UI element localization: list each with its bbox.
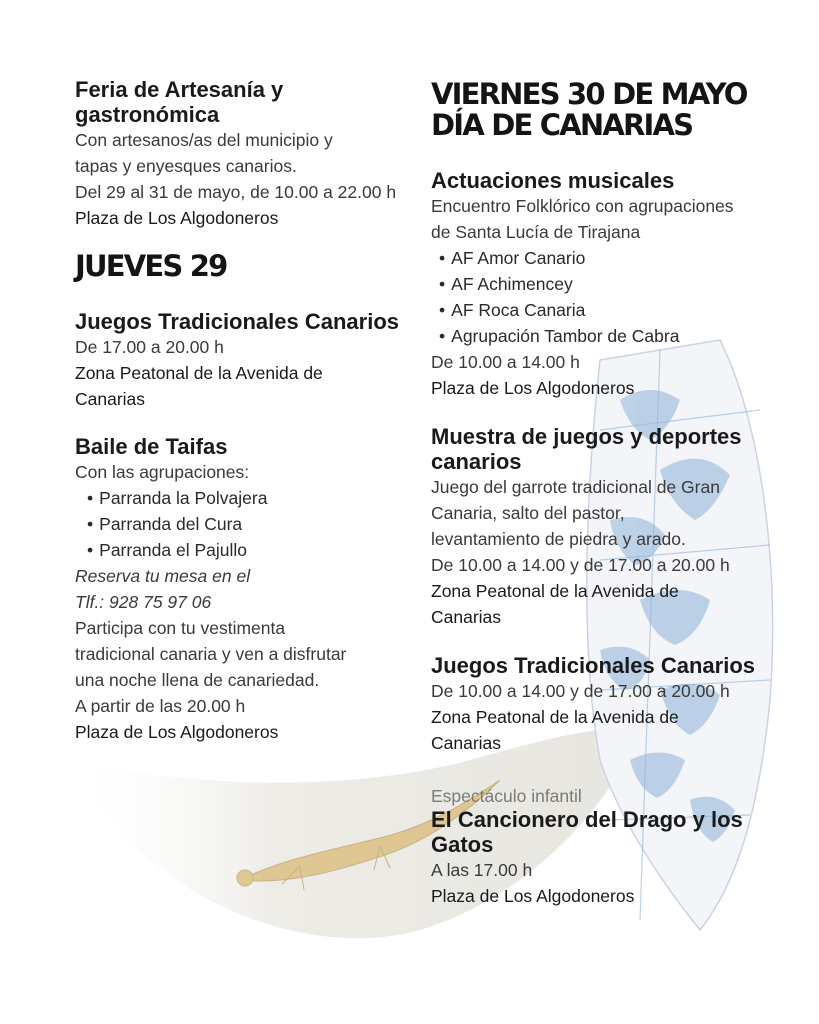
event-description: de Santa Lucía de Tirajana (431, 222, 641, 242)
event-location: Zona Peatonal de la Avenida de (431, 581, 679, 601)
event-location: Plaza de Los Algodoneros (431, 378, 635, 398)
reserve-note: Reserva tu mesa en el (75, 566, 251, 586)
event-description: Juego del garrote tradicional de Gran (431, 477, 720, 497)
event-description: tradicional canaria y ven a disfrutar (75, 644, 347, 664)
event-schedule: De 10.00 a 14.00 h (431, 352, 580, 372)
event-description: Con artesanos/as del municipio y (75, 130, 333, 150)
event-juegos-jueves (75, 309, 410, 412)
day-title-jueves: JUEVES 29 (75, 249, 227, 283)
event-schedule: A partir de las 20.00 h (75, 696, 246, 716)
event-title: gastronómica (75, 102, 220, 127)
event-title: Actuaciones musicales (431, 168, 675, 193)
list-item: • Agrupación Tambor de Cabra (439, 326, 680, 346)
event-title: Muestra de juegos y deportes (431, 424, 742, 449)
event-juegos-viernes (431, 653, 806, 756)
event-location: Plaza de Los Algodoneros (75, 208, 279, 228)
event-actuaciones-musicales (431, 168, 806, 401)
event-description: Encuentro Folklórico con agrupaciones (431, 196, 734, 216)
event-title: Feria de Artesanía y (75, 77, 284, 102)
list-item: • AF Amor Canario (439, 248, 586, 268)
event-title: canarios (431, 449, 522, 474)
event-title: El Cancionero del Drago y los (431, 807, 743, 832)
event-description: Participa con tu vestimenta (75, 618, 286, 638)
event-schedule: De 17.00 a 20.00 h (75, 337, 224, 357)
event-espectaculo-infantil (431, 785, 806, 909)
reserve-phone: Tlf.: 928 75 97 06 (75, 592, 212, 612)
event-schedule: A las 17.00 h (431, 860, 533, 880)
event-description: tapas y enyesques canarios. (75, 156, 297, 176)
event-schedule: De 10.00 a 14.00 y de 17.00 a 20.00 h (431, 681, 730, 701)
event-schedule: Del 29 al 31 de mayo, de 10.00 a 22.00 h (75, 182, 397, 202)
event-baile-taifas (75, 434, 410, 745)
event-title: Gatos (431, 832, 494, 857)
list-item: • Parranda el Pajullo (87, 540, 248, 560)
event-location: Canarias (75, 389, 146, 409)
event-title: Juegos Tradicionales Canarios (75, 309, 400, 334)
event-muestra-juegos (431, 424, 806, 630)
event-location: Canarias (431, 607, 502, 627)
event-schedule: De 10.00 a 14.00 y de 17.00 a 20.00 h (431, 555, 730, 575)
list-item: • AF Roca Canaria (439, 300, 586, 320)
event-location: Plaza de Los Algodoneros (431, 886, 635, 906)
list-item: • AF Achimencey (439, 274, 573, 294)
event-description: levantamiento de piedra y arado. (431, 529, 686, 549)
event-location: Canarias (431, 733, 502, 753)
day-title-line: VIERNES 30 DE MAYO (431, 77, 747, 111)
event-location: Zona Peatonal de la Avenida de (75, 363, 323, 383)
day-title-viernes (431, 79, 806, 141)
day-title-line: DÍA DE CANARIAS (431, 108, 693, 142)
list-item: • Parranda la Polvajera (87, 488, 268, 508)
event-description: una noche llena de canariedad. (75, 670, 320, 690)
event-description: Canaria, salto del pastor, (431, 503, 625, 523)
event-feria-artesania (75, 77, 410, 231)
group-list (431, 245, 806, 349)
group-list (75, 485, 410, 563)
event-title: Baile de Taifas (75, 434, 228, 459)
event-category: Espectáculo infantil (431, 786, 582, 806)
list-item: • Parranda del Cura (87, 514, 243, 534)
event-intro: Con las agrupaciones: (75, 462, 250, 482)
event-title: Juegos Tradicionales Canarios (431, 653, 756, 678)
event-location: Plaza de Los Algodoneros (75, 722, 279, 742)
event-location: Zona Peatonal de la Avenida de (431, 707, 679, 727)
